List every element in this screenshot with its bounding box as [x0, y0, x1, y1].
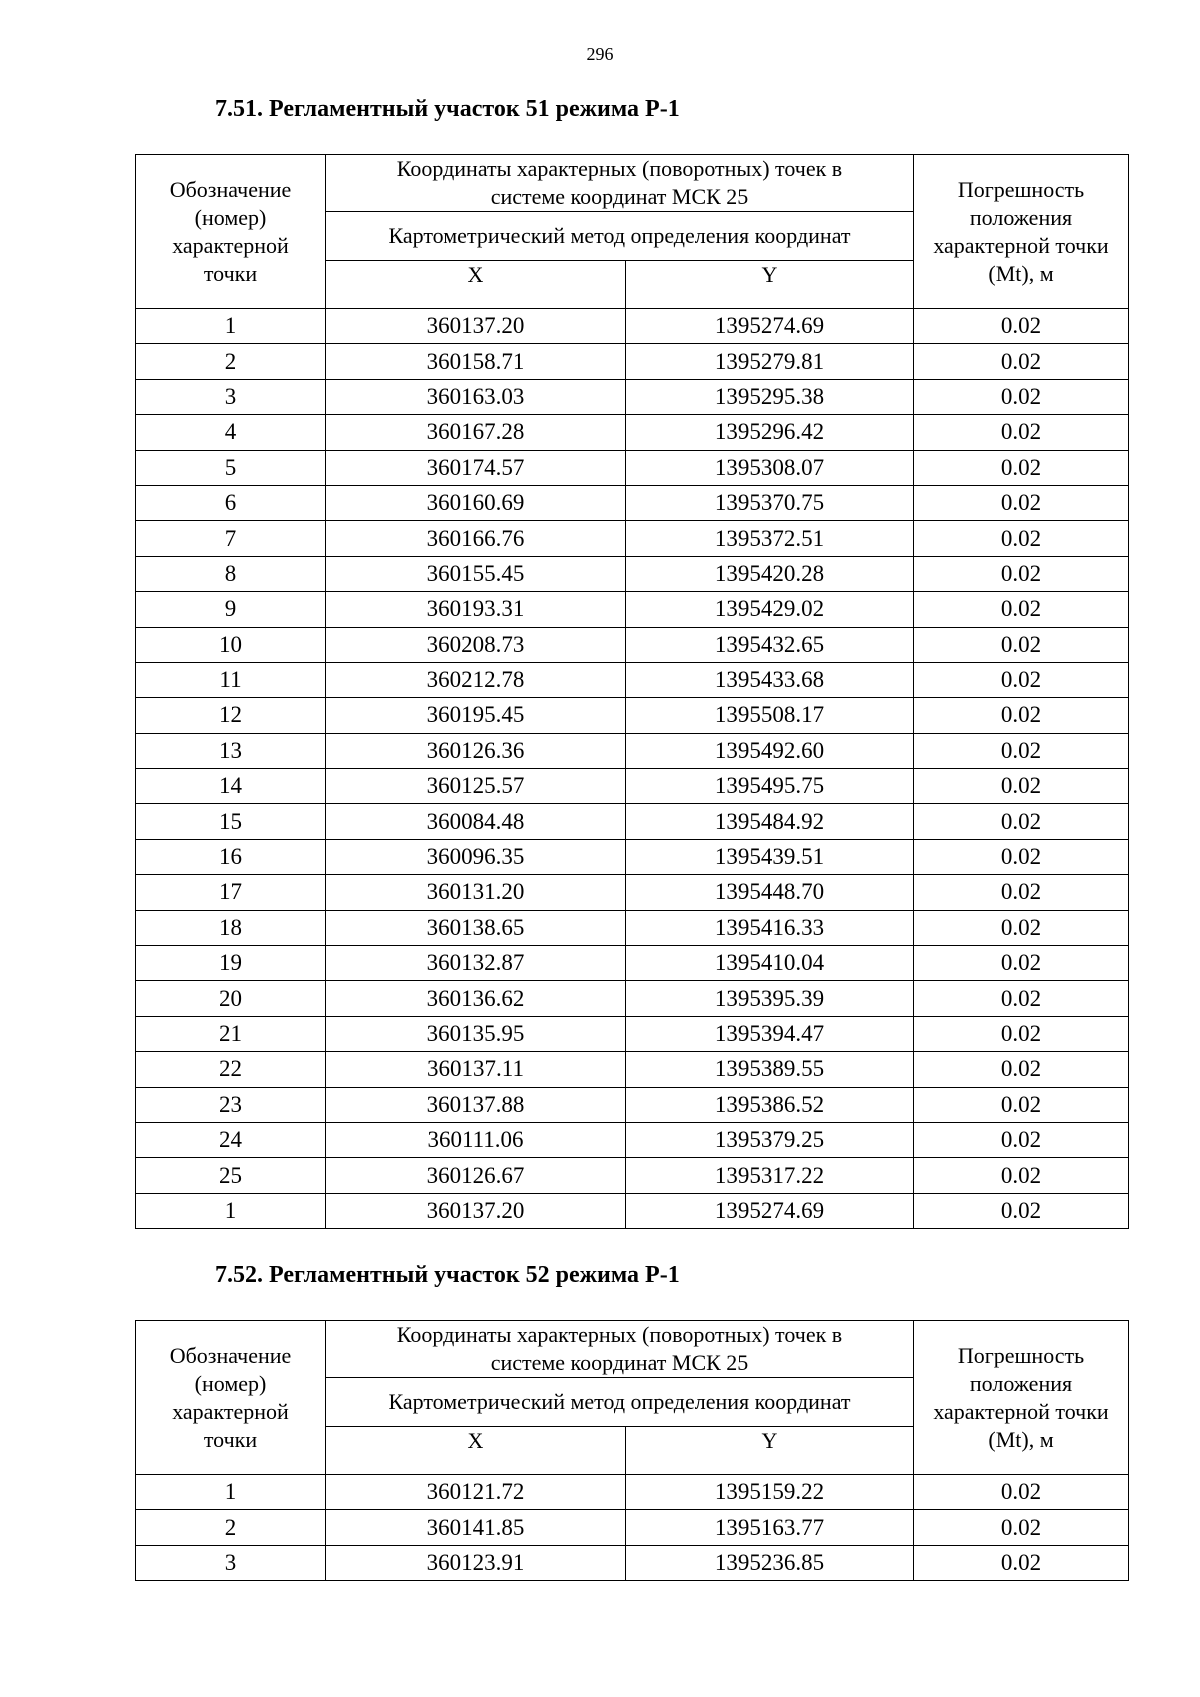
- cell-y: 1395395.39: [626, 981, 914, 1016]
- table-row: [136, 485, 1129, 520]
- cell-error: 0.02: [914, 556, 1129, 591]
- cell-point-number: 1: [136, 1475, 326, 1510]
- table-row: [136, 379, 1129, 414]
- table-row: [136, 627, 1129, 662]
- table-row: [136, 344, 1129, 379]
- cell-y: 1395372.51: [626, 521, 914, 556]
- cell-point-number: 3: [136, 379, 326, 414]
- header-method: Картометрический метод определения координат: [326, 1378, 914, 1427]
- table-row: [136, 804, 1129, 839]
- cell-x: 360166.76: [326, 521, 626, 556]
- cell-y: 1395448.70: [626, 875, 914, 910]
- table-row: [136, 415, 1129, 450]
- cell-x: 360163.03: [326, 379, 626, 414]
- table-row: [136, 1016, 1129, 1051]
- cell-error: 0.02: [914, 981, 1129, 1016]
- table-row: [136, 946, 1129, 981]
- cell-error: 0.02: [914, 769, 1129, 804]
- header-point: Обозначение (номер) характерной точки: [136, 155, 326, 309]
- cell-y: 1395410.04: [626, 946, 914, 981]
- cell-error: 0.02: [914, 592, 1129, 627]
- cell-y: 1395394.47: [626, 1016, 914, 1051]
- cell-point-number: 14: [136, 769, 326, 804]
- cell-y: 1395274.69: [626, 1193, 914, 1228]
- header-x: X: [326, 261, 626, 309]
- cell-point-number: 6: [136, 485, 326, 520]
- table-row: [136, 450, 1129, 485]
- cell-y: 1395495.75: [626, 769, 914, 804]
- cell-point-number: 17: [136, 875, 326, 910]
- table-row: [136, 981, 1129, 1016]
- cell-y: 1395379.25: [626, 1122, 914, 1157]
- cell-y: 1395308.07: [626, 450, 914, 485]
- cell-point-number: 11: [136, 662, 326, 697]
- cell-y: 1395386.52: [626, 1087, 914, 1122]
- cell-y: 1395484.92: [626, 804, 914, 839]
- cell-point-number: 23: [136, 1087, 326, 1122]
- coordinates-table-51: [135, 154, 1129, 1229]
- cell-point-number: 21: [136, 1016, 326, 1051]
- cell-x: 360096.35: [326, 839, 626, 874]
- cell-point-number: 22: [136, 1052, 326, 1087]
- cell-error: 0.02: [914, 1193, 1129, 1228]
- cell-error: 0.02: [914, 1052, 1129, 1087]
- cell-point-number: 8: [136, 556, 326, 591]
- cell-x: 360208.73: [326, 627, 626, 662]
- cell-error: 0.02: [914, 344, 1129, 379]
- cell-point-number: 25: [136, 1158, 326, 1193]
- cell-y: 1395163.77: [626, 1510, 914, 1545]
- coordinates-table-52: [135, 1320, 1129, 1581]
- cell-x: 360131.20: [326, 875, 626, 910]
- table-row: [136, 1122, 1129, 1157]
- cell-x: 360137.88: [326, 1087, 626, 1122]
- cell-error: 0.02: [914, 1087, 1129, 1122]
- cell-point-number: 20: [136, 981, 326, 1016]
- cell-error: 0.02: [914, 804, 1129, 839]
- cell-y: 1395236.85: [626, 1545, 914, 1580]
- cell-point-number: 4: [136, 415, 326, 450]
- cell-x: 360138.65: [326, 910, 626, 945]
- table-row: [136, 733, 1129, 768]
- table-row: [136, 1510, 1129, 1545]
- cell-x: 360125.57: [326, 769, 626, 804]
- cell-x: 360136.62: [326, 981, 626, 1016]
- cell-y: 1395429.02: [626, 592, 914, 627]
- header-error: Погрешность положения характерной точки (Mt), м: [914, 1321, 1129, 1475]
- cell-y: 1395492.60: [626, 733, 914, 768]
- header-point: Обозначение (номер) характерной точки: [136, 1321, 326, 1475]
- cell-point-number: 12: [136, 698, 326, 733]
- cell-error: 0.02: [914, 450, 1129, 485]
- cell-x: 360155.45: [326, 556, 626, 591]
- cell-y: 1395432.65: [626, 627, 914, 662]
- cell-error: 0.02: [914, 1475, 1129, 1510]
- cell-error: 0.02: [914, 309, 1129, 344]
- cell-point-number: 16: [136, 839, 326, 874]
- table-row: [136, 839, 1129, 874]
- cell-x: 360084.48: [326, 804, 626, 839]
- cell-point-number: 2: [136, 1510, 326, 1545]
- cell-x: 360121.72: [326, 1475, 626, 1510]
- cell-x: 360167.28: [326, 415, 626, 450]
- cell-x: 360174.57: [326, 450, 626, 485]
- cell-y: 1395433.68: [626, 662, 914, 697]
- cell-x: 360126.36: [326, 733, 626, 768]
- table-row: [136, 309, 1129, 344]
- cell-error: 0.02: [914, 521, 1129, 556]
- cell-x: 360111.06: [326, 1122, 626, 1157]
- cell-point-number: 10: [136, 627, 326, 662]
- cell-error: 0.02: [914, 733, 1129, 768]
- cell-x: 360195.45: [326, 698, 626, 733]
- cell-error: 0.02: [914, 1122, 1129, 1157]
- table-row: [136, 1475, 1129, 1510]
- cell-point-number: 9: [136, 592, 326, 627]
- cell-x: 360135.95: [326, 1016, 626, 1051]
- header-y: Y: [626, 261, 914, 309]
- table-row: [136, 910, 1129, 945]
- cell-y: 1395317.22: [626, 1158, 914, 1193]
- header-method: Картометрический метод определения координат: [326, 212, 914, 261]
- cell-y: 1395439.51: [626, 839, 914, 874]
- table-row: [136, 1158, 1129, 1193]
- table-row: [136, 1545, 1129, 1580]
- cell-point-number: 19: [136, 946, 326, 981]
- cell-error: 0.02: [914, 875, 1129, 910]
- cell-error: 0.02: [914, 1158, 1129, 1193]
- cell-x: 360132.87: [326, 946, 626, 981]
- table-row: [136, 1193, 1129, 1228]
- cell-error: 0.02: [914, 910, 1129, 945]
- header-x: X: [326, 1427, 626, 1475]
- cell-x: 360193.31: [326, 592, 626, 627]
- section-title-51: 7.51. Регламентный участок 51 режима Р-1: [215, 96, 680, 122]
- table-row: [136, 662, 1129, 697]
- cell-x: 360212.78: [326, 662, 626, 697]
- cell-error: 0.02: [914, 698, 1129, 733]
- cell-error: 0.02: [914, 1510, 1129, 1545]
- cell-x: 360126.67: [326, 1158, 626, 1193]
- table-row: [136, 1052, 1129, 1087]
- cell-point-number: 7: [136, 521, 326, 556]
- cell-point-number: 18: [136, 910, 326, 945]
- table-row: [136, 875, 1129, 910]
- cell-y: 1395389.55: [626, 1052, 914, 1087]
- cell-point-number: 5: [136, 450, 326, 485]
- page-number: 296: [586, 44, 614, 64]
- cell-y: 1395420.28: [626, 556, 914, 591]
- cell-y: 1395370.75: [626, 485, 914, 520]
- cell-y: 1395279.81: [626, 344, 914, 379]
- cell-point-number: 24: [136, 1122, 326, 1157]
- cell-x: 360137.20: [326, 309, 626, 344]
- header-coords: Координаты характерных (поворотных) точек в системе координат МСК 25: [326, 1321, 914, 1378]
- cell-error: 0.02: [914, 946, 1129, 981]
- cell-error: 0.02: [914, 379, 1129, 414]
- cell-error: 0.02: [914, 627, 1129, 662]
- cell-error: 0.02: [914, 839, 1129, 874]
- table-row: [136, 698, 1129, 733]
- cell-y: 1395295.38: [626, 379, 914, 414]
- header-error: Погрешность положения характерной точки (Mt), м: [914, 155, 1129, 309]
- header-coords: Координаты характерных (поворотных) точек в системе координат МСК 25: [326, 155, 914, 212]
- table-row: [136, 521, 1129, 556]
- section-title-52: 7.52. Регламентный участок 52 режима Р-1: [215, 1262, 680, 1288]
- cell-error: 0.02: [914, 662, 1129, 697]
- table-row: [136, 556, 1129, 591]
- table-row: [136, 592, 1129, 627]
- cell-x: 360137.11: [326, 1052, 626, 1087]
- cell-point-number: 13: [136, 733, 326, 768]
- cell-point-number: 15: [136, 804, 326, 839]
- cell-x: 360137.20: [326, 1193, 626, 1228]
- cell-point-number: 2: [136, 344, 326, 379]
- cell-error: 0.02: [914, 1545, 1129, 1580]
- header-y: Y: [626, 1427, 914, 1475]
- cell-y: 1395159.22: [626, 1475, 914, 1510]
- cell-y: 1395274.69: [626, 309, 914, 344]
- table-row: [136, 769, 1129, 804]
- cell-point-number: 3: [136, 1545, 326, 1580]
- table-row: [136, 1087, 1129, 1122]
- cell-error: 0.02: [914, 415, 1129, 450]
- cell-x: 360160.69: [326, 485, 626, 520]
- cell-point-number: 1: [136, 309, 326, 344]
- cell-x: 360123.91: [326, 1545, 626, 1580]
- cell-point-number: 1: [136, 1193, 326, 1228]
- cell-x: 360141.85: [326, 1510, 626, 1545]
- cell-y: 1395296.42: [626, 415, 914, 450]
- cell-x: 360158.71: [326, 344, 626, 379]
- cell-error: 0.02: [914, 1016, 1129, 1051]
- cell-y: 1395416.33: [626, 910, 914, 945]
- cell-y: 1395508.17: [626, 698, 914, 733]
- cell-error: 0.02: [914, 485, 1129, 520]
